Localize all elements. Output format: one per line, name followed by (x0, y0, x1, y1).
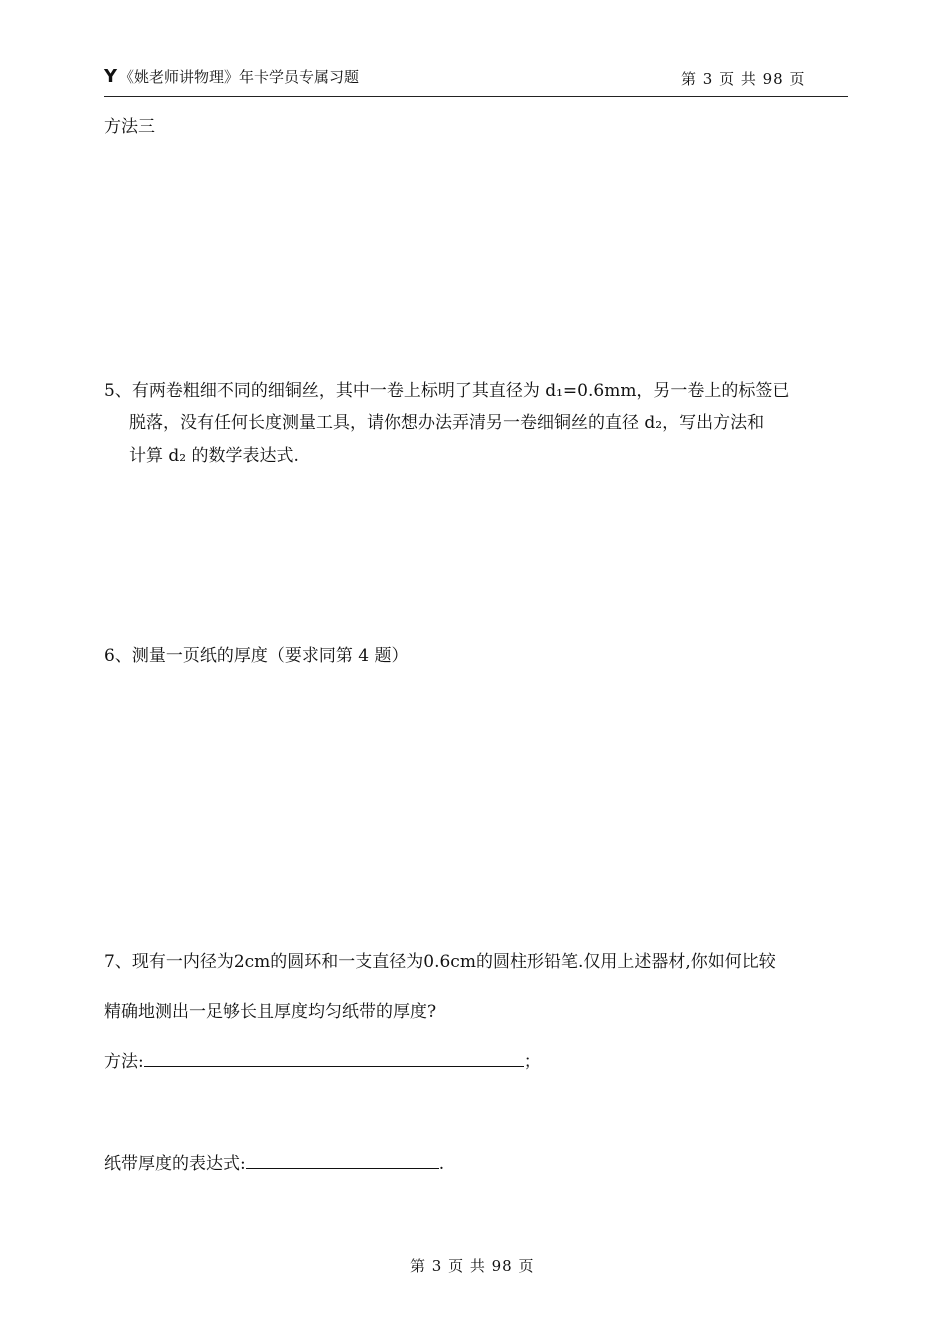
question-6: 6、测量一页纸的厚度（要求同第 4 题） (104, 646, 409, 666)
header-divider (104, 96, 848, 97)
expression-end-punct: . (438, 1154, 445, 1174)
expression-label: 纸带厚度的表达式: (104, 1154, 246, 1174)
footer-page-info: 第 3 页 共 98 页 (410, 1257, 535, 1275)
expression-answer-line (104, 1149, 444, 1174)
header-title: 《姚老师讲物理》年卡学员专属习题 (119, 68, 360, 86)
brand-logo-icon: Y (104, 66, 118, 87)
method-three-label: 方法三 (104, 117, 155, 137)
method-label: 方法: (104, 1052, 144, 1072)
method-answer-blank[interactable] (144, 1049, 524, 1067)
header-page-info: 第 3 页 共 98 页 (681, 70, 806, 88)
question-7-line-2: 精确地测出一足够长且厚度均匀纸带的厚度? (104, 1002, 437, 1022)
question-7-line-1: 7、现有一内径为2cm的圆环和一支直径为0.6cm的圆柱形铅笔.仅用上述器材,你如何比较 (104, 952, 776, 972)
question-5-line-1: 5、有两卷粗细不同的细铜丝，其中一卷上标明了其直径为 d₁=0.6mm，另一卷上的标签已 (104, 381, 790, 401)
header-title-block (104, 66, 359, 87)
method-end-punct: ； (523, 1052, 541, 1072)
question-5-line-3: 计算 d₂ 的数学表达式. (129, 446, 299, 466)
expression-answer-blank[interactable] (246, 1151, 439, 1169)
question-5-line-2: 脱落，没有任何长度测量工具，请你想办法弄清另一卷细铜丝的直径 d₂，写出方法和 (129, 413, 765, 433)
method-answer-line (104, 1047, 541, 1072)
